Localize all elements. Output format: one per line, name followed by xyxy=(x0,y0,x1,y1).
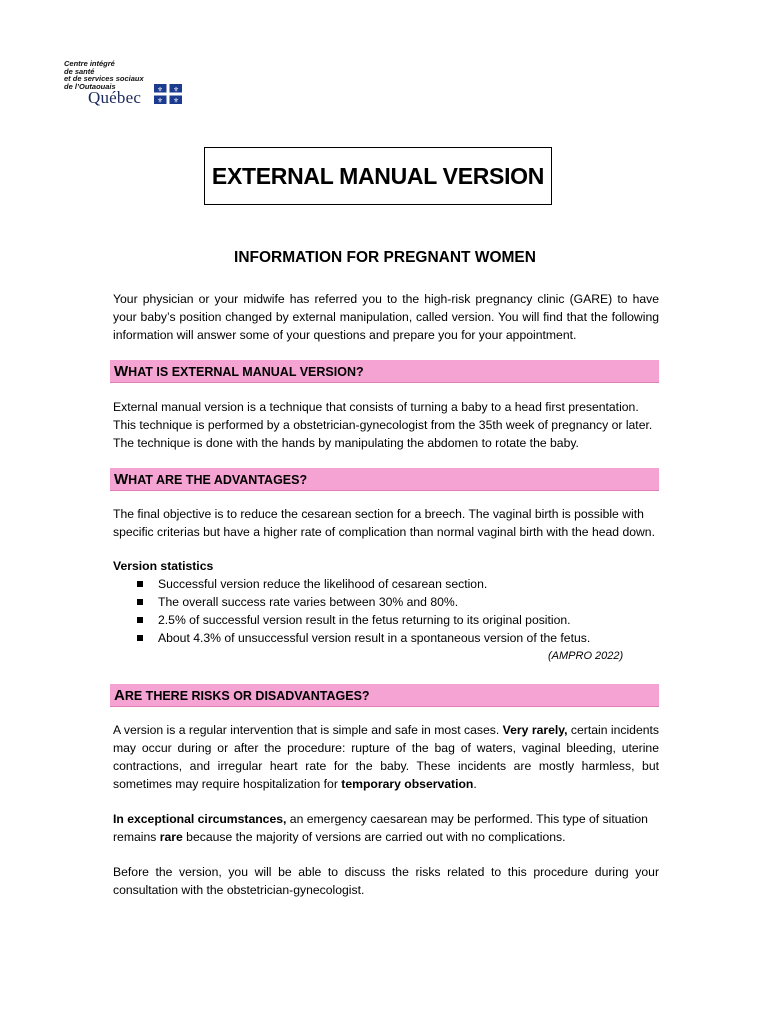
document-title-box xyxy=(204,147,552,205)
section-what-is-text: External manual version is a technique that consists of turning a baby to a head first presentation. This technique is performed by a obstetrician-gynecologist from the 35th week of pregnancy or later. The technique is done with the hands by manipulating the abdomen to rotate the baby. xyxy=(113,400,653,450)
quebec-flag-icon xyxy=(154,84,182,104)
list-item-text: Successful version reduce the likelihood of cesarean section. xyxy=(158,577,488,591)
section-risks-text xyxy=(113,721,659,793)
statistics-list xyxy=(113,575,659,647)
document-title: EXTERNAL MANUAL VERSION xyxy=(211,162,545,189)
logo-quebec-wordmark: Québec xyxy=(88,88,142,107)
section-heading-what-is xyxy=(110,360,659,383)
list-item xyxy=(113,611,659,629)
svg-text:⚜: ⚜ xyxy=(173,85,179,94)
section-heading-text: RE THERE RISKS OR DISADVANTAGES? xyxy=(124,689,370,703)
bold-text-run: rare xyxy=(159,830,183,844)
bold-text-run: In exceptional circumstances, xyxy=(113,812,287,826)
logo-org-line-2: de santé xyxy=(64,66,95,76)
list-item-text: About 4.3% of unsuccessful version result in a spontaneous version of the fetus. xyxy=(158,631,591,645)
citation: (AMPRO 2022) xyxy=(548,650,624,662)
bold-text-run: temporary observation xyxy=(341,777,474,791)
logo-org-line-4: de l’Outaouais xyxy=(64,81,116,91)
svg-text:⚜: ⚜ xyxy=(157,85,163,94)
intro-paragraph: Your physician or your midwife has referred you to the high-risk pregnancy clinic (GARE) to have your baby’s position changed by external manipulation, called version. You will find that the following information will answer some of your questions and prepare you for your appointment. xyxy=(113,292,659,342)
bullet-icon xyxy=(137,617,143,623)
list-item xyxy=(113,575,659,593)
section-advantages-text: The final objective is to reduce the cesarean section for a breech. The vaginal birth is possible with specific criterias but have a higher rate of complication than normal vaginal birth with the head down. xyxy=(113,507,655,539)
section-heading-text: HAT ARE THE ADVANTAGES? xyxy=(128,473,308,487)
section-heading-initial: W xyxy=(114,471,129,488)
exceptional-paragraph xyxy=(113,810,659,846)
bullet-icon xyxy=(137,635,143,641)
logo-org-line-1: Centre intégré xyxy=(64,59,115,68)
statistics-title: Version statistics xyxy=(113,559,214,573)
text-run: because the majority of versions are carried out with no complications. xyxy=(182,830,566,844)
text-run: an emergency caesarean may be performed. This type of situation remains xyxy=(113,812,648,844)
list-item xyxy=(113,593,659,611)
section-heading-initial: W xyxy=(114,363,129,380)
list-item-text: The overall success rate varies between 30% and 80%. xyxy=(158,595,459,609)
logo-org-line-3: et de services sociaux xyxy=(64,74,144,83)
bullet-icon xyxy=(137,599,143,605)
closing-paragraph: Before the version, you will be able to discuss the risks related to this procedure during your consultation with the obstetrician-gynecologist. xyxy=(113,865,659,897)
text-run: . xyxy=(473,777,477,791)
list-item xyxy=(113,629,659,647)
svg-text:⚜: ⚜ xyxy=(157,96,163,104)
cisss-outaouais-logo xyxy=(64,60,194,110)
section-heading-risks xyxy=(110,684,659,707)
svg-text:⚜: ⚜ xyxy=(173,96,179,104)
section-heading-text: HAT IS EXTERNAL MANUAL VERSION? xyxy=(128,365,364,379)
section-heading-initial: A xyxy=(114,687,125,704)
list-item-text: 2.5% of successful version result in the fetus returning to its original position. xyxy=(158,613,571,627)
bold-text-run: Very rarely, xyxy=(502,723,568,737)
text-run: A version is a regular intervention that is simple and safe in most cases. xyxy=(113,723,503,737)
text-run: certain incidents may occur during or after the procedure: rupture of the bag of waters, vaginal bleeding, uterine contractions, and irregular heart rate for the baby. These incidents are mostly harmless, but sometimes may require hospitalization for xyxy=(113,723,659,791)
bullet-icon xyxy=(137,581,143,587)
document-subtitle: INFORMATION FOR PREGNANT WOMEN xyxy=(234,249,536,266)
section-heading-advantages xyxy=(110,468,659,491)
